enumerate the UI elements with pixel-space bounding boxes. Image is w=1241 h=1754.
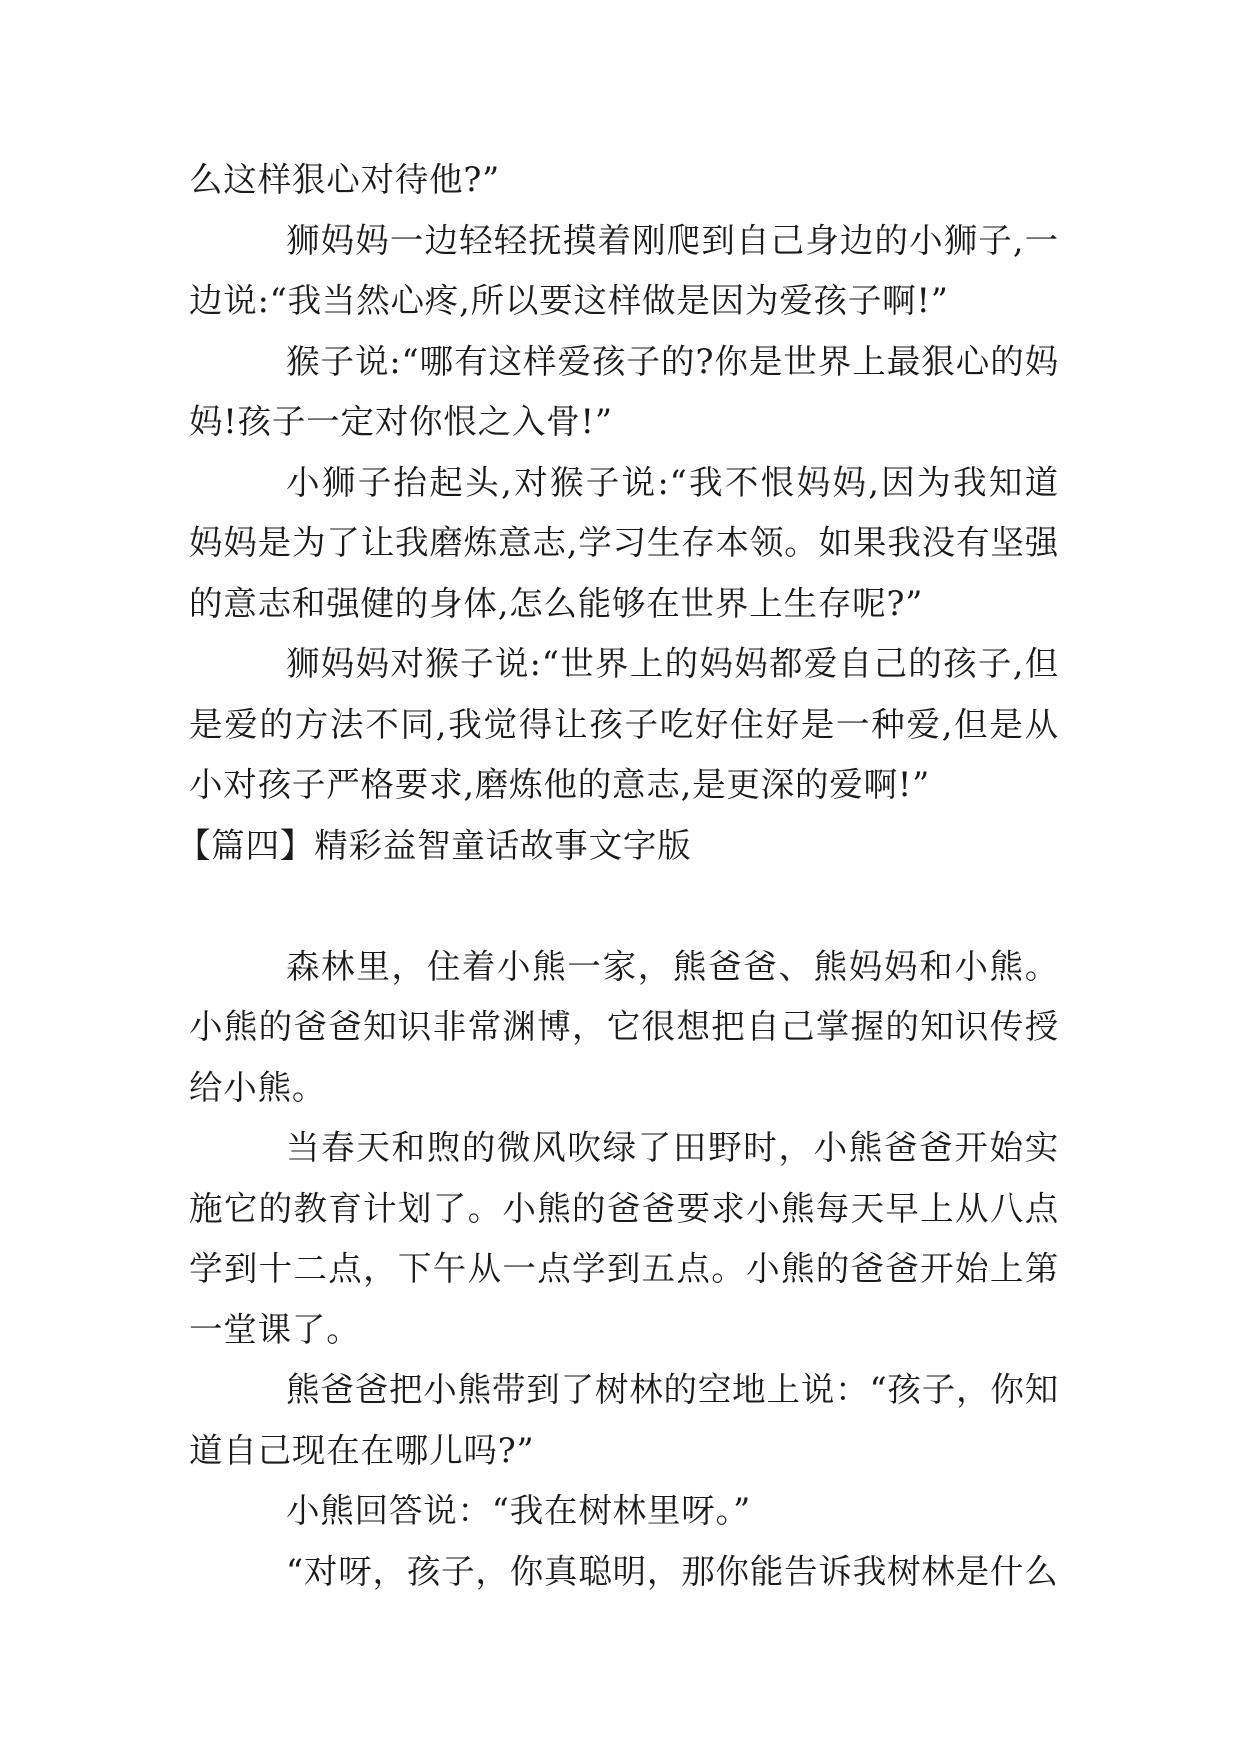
paragraph-lion-mother-to-monkey: 狮妈妈对猴子说:“世界上的妈妈都爱自己的孩子,但是爱的方法不同,我觉得让孩子吃好住好是一种爱,但是从小对孩子严格要求,磨炼他的意志,是更深的爱啊!” — [189, 644, 1059, 804]
section-heading: 【篇四】精彩益智童话故事文字版 — [177, 825, 692, 865]
paragraph-spring-plan: 当春天和煦的微风吹绿了田野时，小熊爸爸开始实施它的教育计划了。小熊的爸爸要求小熊每天早上从八点学到十二点，下午从一点学到五点。小熊的爸爸开始上第一堂课了。 — [189, 1128, 1059, 1349]
paragraph-little-lion-says: 小狮子抬起头,对猴子说:“我不恨妈妈,因为我知道妈妈是为了让我磨炼意志,学习生存本领。如果我没有坚强的意志和强健的身体,怎么能够在世界上生存呢?” — [189, 462, 1059, 623]
document-body — [177, 150, 1059, 1602]
paragraph-bear-family: 森林里，住着小熊一家，熊爸爸、熊妈妈和小熊。小熊的爸爸知识非常渊博，它很想把自己掌握的知识传授给小熊。 — [189, 946, 1059, 1107]
paragraph-monkey-says: 猴子说:“哪有这样爱孩子的?你是世界上最狠心的妈妈!孩子一定对你恨之入骨!” — [189, 341, 1059, 441]
blank-line — [189, 876, 1059, 937]
paragraph-bear-father-asks: 熊爸爸把小熊带到了树林的空地上说：“孩子，你知道自己现在在哪儿吗?” — [189, 1370, 1059, 1470]
paragraph-lion-mother-reply: 狮妈妈一边轻轻抚摸着刚爬到自己身边的小狮子,一边说:“我当然心疼,所以要这样做是因为爱孩子啊!” — [189, 220, 1059, 320]
paragraph-bear-answers: 小熊回答说：“我在树林里呀。” — [286, 1491, 752, 1530]
paragraph-bear-father-praises: “对呀，孩子，你真聪明，那你能告诉我树林是什么 — [286, 1551, 1059, 1591]
paragraph-continued: 么这样狠心对待他?” — [189, 160, 501, 199]
